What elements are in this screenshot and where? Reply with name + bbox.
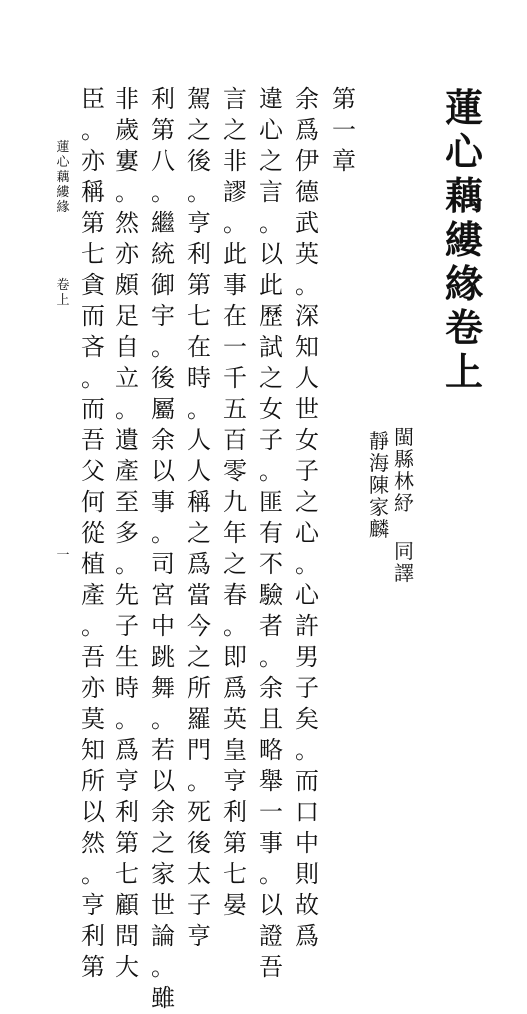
translator-credit-joint: 同 譯 — [394, 539, 414, 585]
margin-title: 蓮 心 藕 縷 緣 — [56, 140, 70, 215]
text-column: 駕 之 後 。 亨 利 第 七 在 時 。 人 人 稱 之 爲 當 今 之 所 羅 門 。 死 後 太 子 亨 — [187, 85, 211, 950]
text-column: 言 之 非 謬 。 此 事 在 一 千 五 百 零 九 年 之 春 。 即 爲 英 皇 亨 利 第 七 晏 — [223, 85, 247, 919]
text-column: 余 爲 伊 德 武 英 。 深 知 人 世 女 子 之 心 。 心 許 男 子 矣 。 而 口 中 則 故 爲 — [295, 85, 319, 950]
margin-page-mark: 一 — [56, 548, 70, 563]
text-column: 利 第 八 。 繼 統 御 宇 。 後 屬 余 以 事 。 司 宮 中 跳 舞 。 若 以 余 之 家 世 論 。 雖 — [151, 85, 175, 1012]
margin-volume: 卷 上 — [56, 278, 70, 308]
text-column: 違 心 之 言 。 以 此 歷 試 之 女 子 。 匪 有 不 驗 者 。 余 且 略 舉 一 事 。 以 證 吾 — [259, 85, 283, 981]
book-title: 蓮 心 藕 縷 緣 卷 上 — [444, 85, 483, 394]
chapter-heading: 第 一 章 — [332, 85, 356, 175]
translator-credit-line-1: 閩 縣 林 紓 — [394, 425, 414, 515]
text-column: 非 歲 寠 。 然 亦 頗 足 自 立 。 遺 產 至 多 。 先 子 生 時 。 爲 亨 利 第 七 顧 問 大 — [115, 85, 139, 981]
text-column: 臣 。 亦 稱 第 七 貪 而 吝 。 而 吾 父 何 從 植 產 。 吾 亦 莫 知 所 以 然 。 亨 利 第 — [81, 85, 105, 981]
translator-credit-line-2: 靜 海 陳 家 麟 — [369, 429, 389, 541]
